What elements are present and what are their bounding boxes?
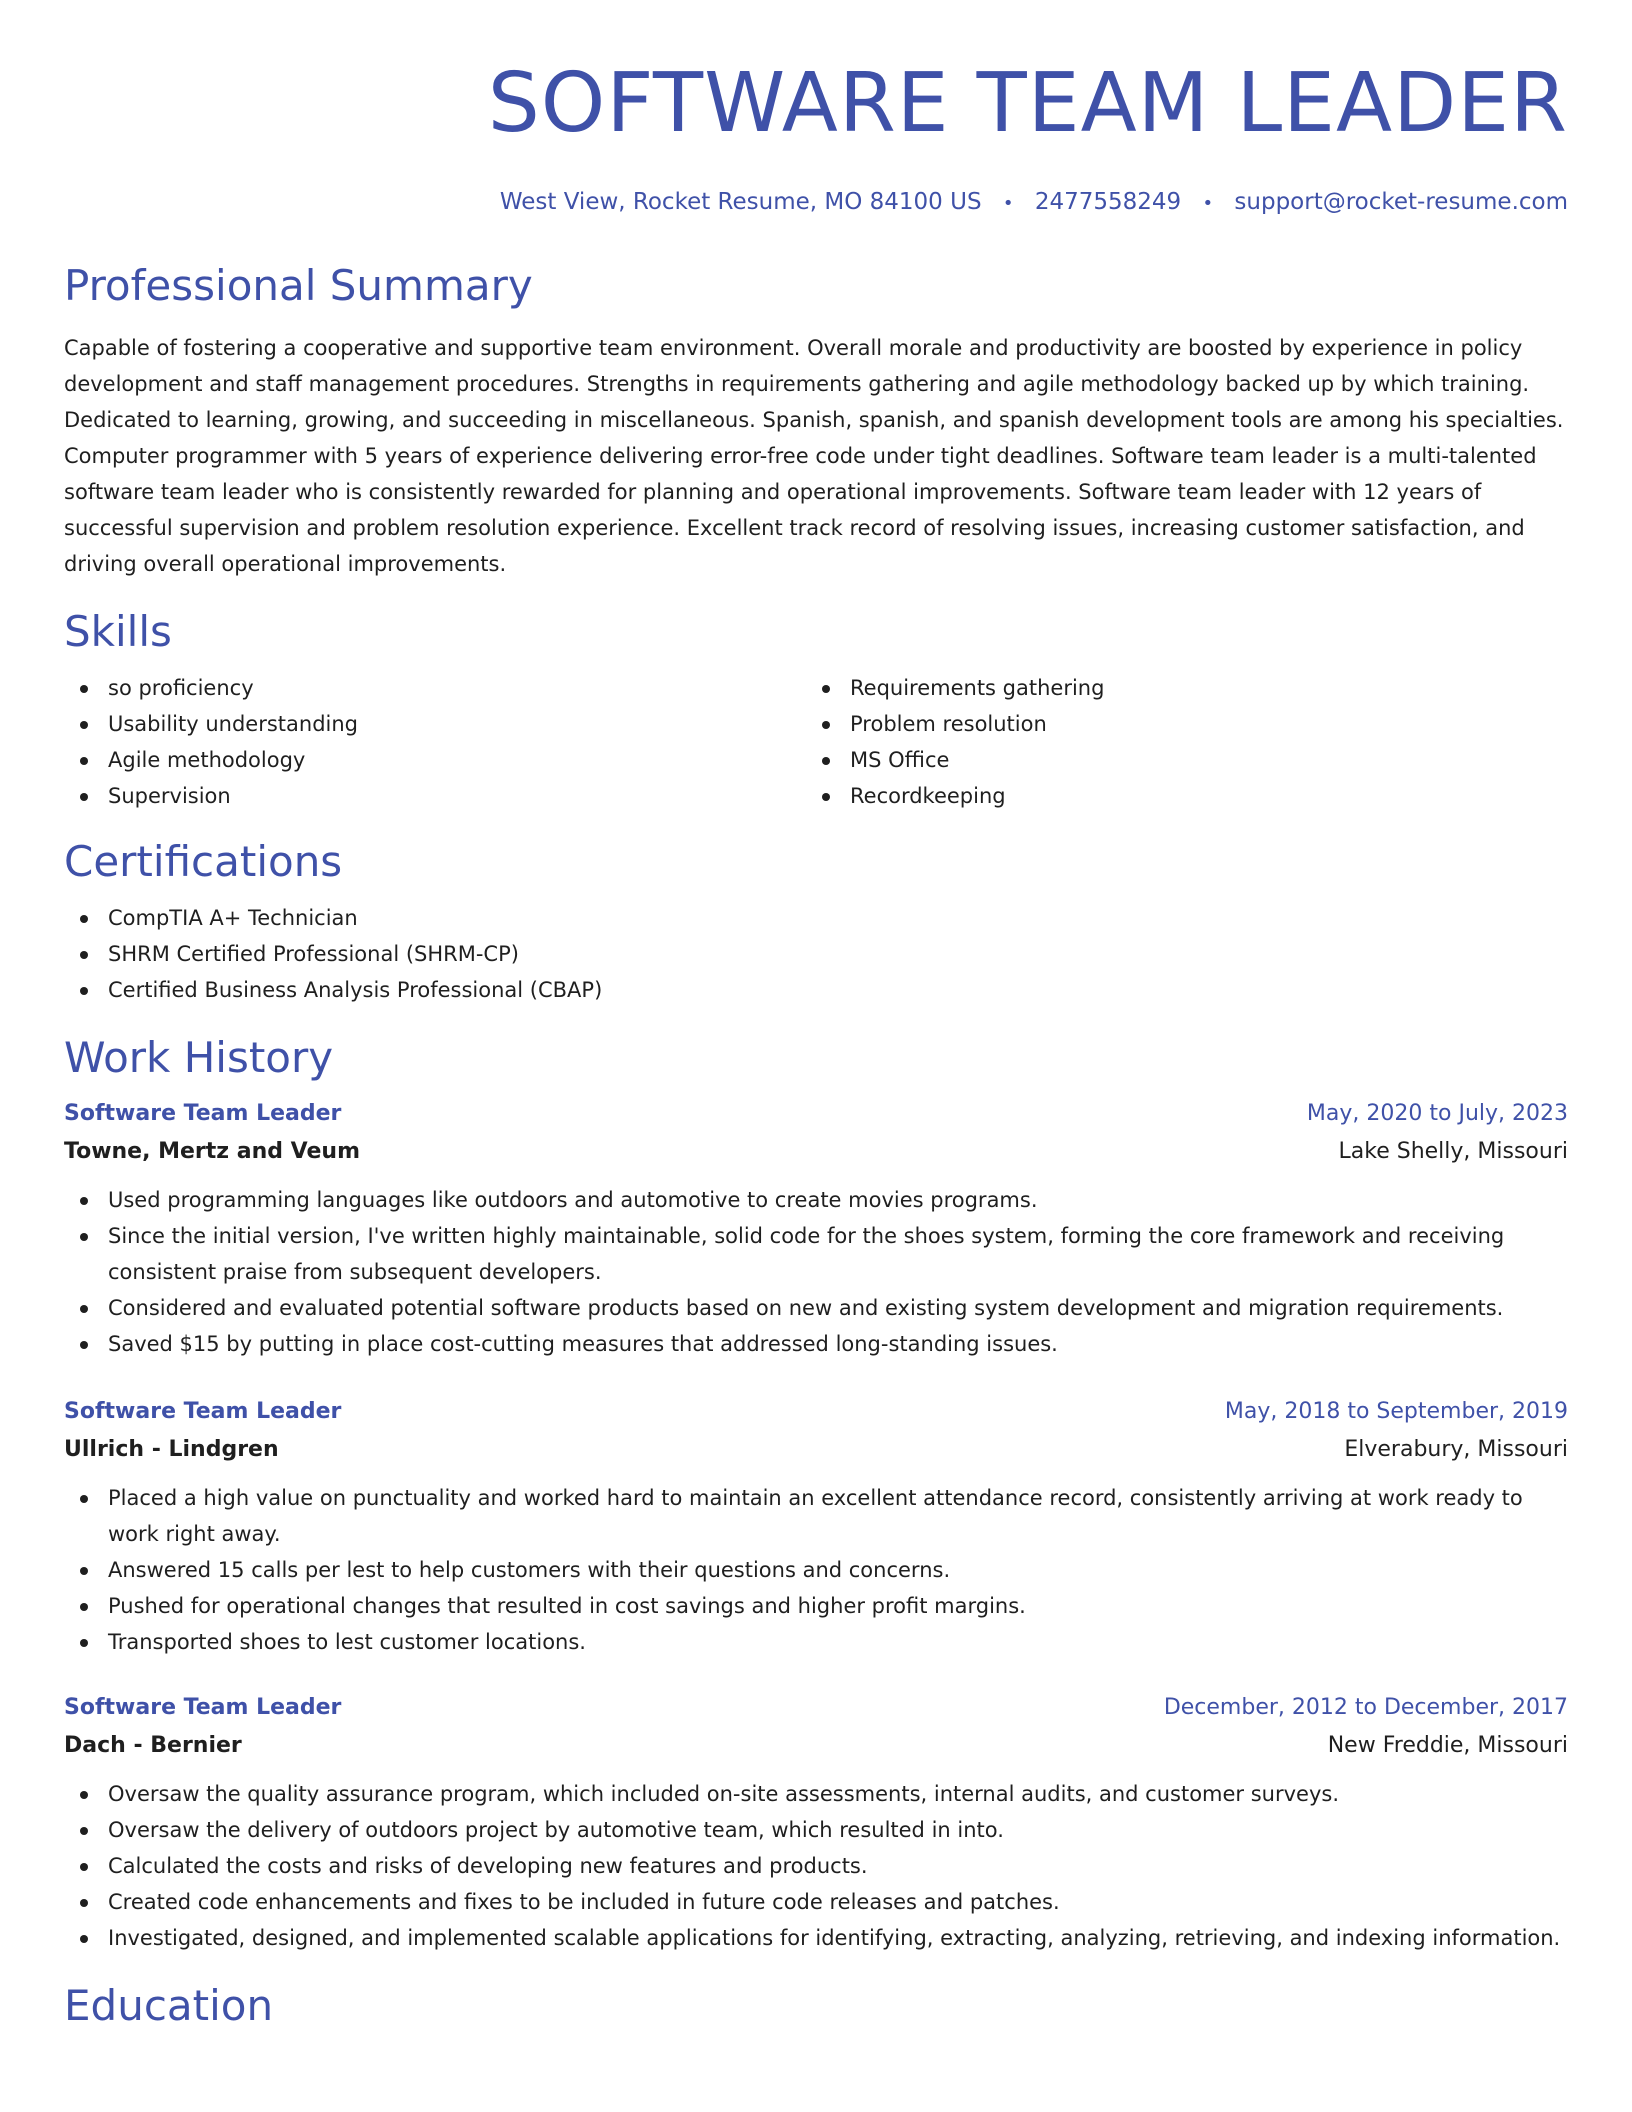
job-bullet: Oversaw the delivery of outdoors project by automotive team, which resulted in into. [64,1812,1568,1848]
skill-item: Requirements gathering [806,670,1548,706]
job-bullet: Considered and evaluated potential software products based on new and existing system development and migration requirements. [64,1290,1568,1326]
education-heading: Education [64,1981,274,2030]
job-bullet: Used programming languages like outdoors and automotive to create movies programs. [64,1182,1568,1218]
job-bullets [64,1776,1568,1956]
skill-item: so proficiency [64,670,806,706]
certification-item: SHRM Certified Professional (SHRM-CP) [64,936,1568,972]
contact-email[interactable]: support@rocket-resume.com [1234,189,1568,215]
job-location: New Freddie, Missouri [1327,1733,1568,1758]
job-bullet: Pushed for operational changes that resulted in cost savings and higher profit margins. [64,1588,1568,1624]
certification-item: CompTIA A+ Technician [64,900,1568,936]
job-bullet: Investigated, designed, and implemented scalable applications for identifying, extracting, analyzing, retrieving, and indexing information. [64,1920,1568,1956]
summary-heading: Professional Summary [64,261,533,310]
job-employer-row [64,1430,1568,1470]
job-header-row [64,1096,1568,1132]
skill-item: MS Office [806,742,1548,778]
job-header-row [64,1394,1568,1430]
skills-list-right [806,670,1548,814]
job-title: Software Team Leader [64,1695,342,1720]
skill-item: Supervision [64,778,806,814]
job-employer-row [64,1726,1568,1766]
education-section [64,1980,1568,2032]
job-bullet: Saved $15 by putting in place cost-cutting measures that addressed long-standing issues. [64,1326,1568,1362]
skill-item: Usability understanding [64,706,806,742]
work-history-heading: Work History [64,1033,334,1082]
job-dates: May, 2020 to July, 2023 [1306,1101,1568,1126]
job-bullets [64,1182,1568,1362]
job-dates: May, 2018 to September, 2019 [1224,1399,1568,1424]
summary-text: Capable of fostering a cooperative and supportive team environment. Overall morale and productivity are boosted by experience in policy development and staff management procedures. Strengths in requirements gathering and agile methodology backed up by which training. Dedicated to learning, growing, and succeeding in miscellaneous. Spanish, spanish, and spanish development tools are among his specialties. Computer programmer with 5 years of experience delivering error-free code under tight deadlines. Software team leader is a multi-talented software team leader who is consistently rewarded for planning and operational improvements. Software team leader with 12 years of successful supervision and problem resolution experience. Excellent track record of resolving issues, increasing customer satisfaction, and driving overall operational improvements. [64,336,1564,576]
contact-line [64,188,1568,218]
job-bullet: Calculated the costs and risks of developing new features and products. [64,1848,1568,1884]
job-location: Elverabury, Missouri [1344,1437,1568,1462]
skill-item: Problem resolution [806,706,1548,742]
summary-section [64,260,1568,582]
job-bullet: Created code enhancements and fixes to be included in future code releases and patches. [64,1884,1568,1920]
job-title: Software Team Leader [64,1101,342,1126]
contact-address: West View, Rocket Resume, MO 84100 US [499,189,982,215]
job-bullet: Placed a high value on punctuality and worked hard to maintain an excellent attendance record, consistently arriving at work ready to work right away. [64,1480,1568,1552]
job-dates: December, 2012 to December, 2017 [1163,1695,1568,1720]
skills-column-right [806,670,1548,814]
job-entry [64,1096,1568,1362]
job-bullet: Transported shoes to lest customer locations. [64,1624,1568,1660]
contact-separator: • [1202,193,1214,214]
resume-header [64,0,1568,218]
certifications-section [64,836,1568,1008]
skill-item: Agile methodology [64,742,806,778]
skills-section [64,606,1568,814]
skills-grid [64,670,1568,814]
certification-item: Certified Business Analysis Professional (CBAP) [64,972,1568,1008]
job-title: Software Team Leader [64,1399,342,1424]
job-bullets [64,1480,1568,1660]
job-bullet: Answered 15 calls per lest to help customers with their questions and concerns. [64,1552,1568,1588]
candidate-title: SOFTWARE TEAM LEADER [487,56,1568,151]
job-bullet: Oversaw the quality assurance program, which included on-site assessments, internal audits, and customer surveys. [64,1776,1568,1812]
job-entry [64,1690,1568,1956]
job-entry [64,1394,1568,1660]
skills-column-left [64,670,806,814]
work-history-section [64,1032,1568,1956]
job-employer: Dach - Bernier [64,1733,242,1758]
contact-separator: • [1002,193,1014,214]
contact-phone: 2477558249 [1034,189,1182,215]
skills-heading: Skills [64,607,172,656]
job-employer-row [64,1132,1568,1172]
job-employer: Towne, Mertz and Veum [64,1139,361,1164]
job-header-row [64,1690,1568,1726]
certifications-list [64,900,1568,1008]
job-location: Lake Shelly, Missouri [1338,1139,1568,1164]
skills-list-left [64,670,806,814]
job-employer: Ullrich - Lindgren [64,1437,279,1462]
certifications-heading: Certifications [64,837,343,886]
job-bullet: Since the initial version, I've written highly maintainable, solid code for the shoes system, forming the core framework and receiving consistent praise from subsequent developers. [64,1218,1568,1290]
skill-item: Recordkeeping [806,778,1548,814]
